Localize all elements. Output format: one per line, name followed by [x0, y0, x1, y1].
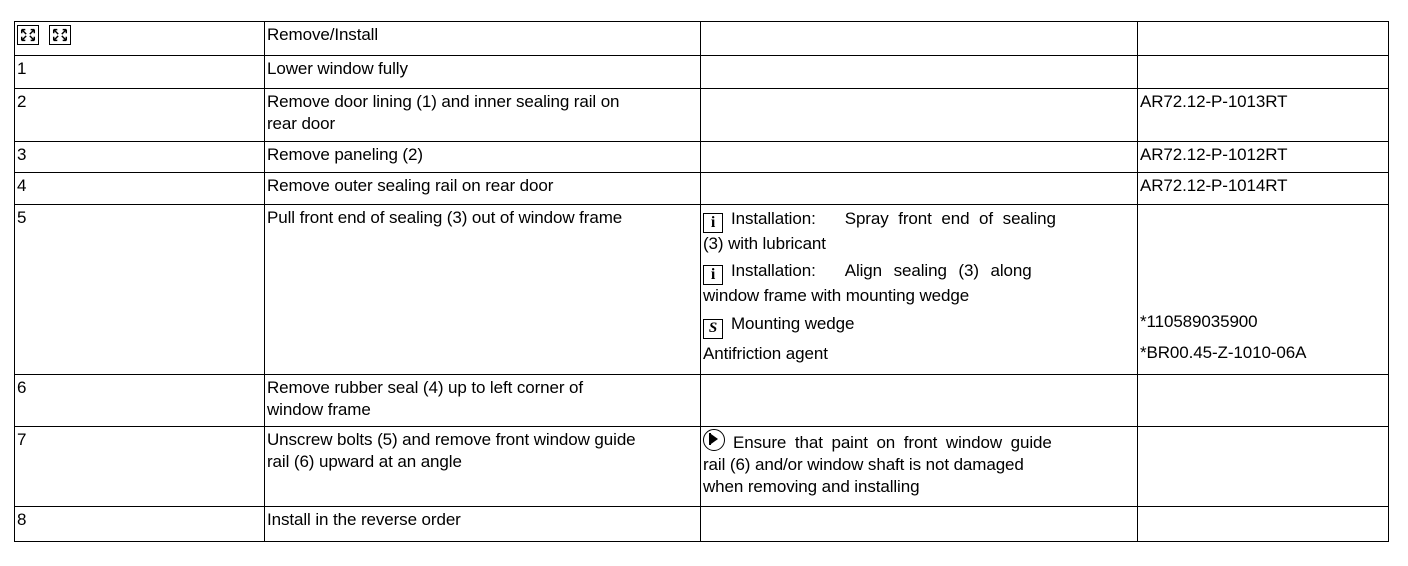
step-text: Remove outer sealing rail on rear door [265, 173, 701, 205]
caution-icon [703, 429, 725, 451]
step-ref-link[interactable]: AR72.12-P-1013RT [1138, 89, 1389, 142]
step-notes [701, 427, 1138, 507]
step-text: Remove paneling (2) [265, 142, 701, 173]
step-text: Remove rubber seal (4) up to left corner of window frame [265, 375, 701, 427]
step-ref [1138, 427, 1389, 507]
step-number: 8 [15, 507, 265, 542]
table-row [15, 427, 1389, 507]
step-ref-link[interactable]: AR72.12-P-1014RT [1138, 173, 1389, 205]
step-ref [1138, 507, 1389, 542]
special-tool-icon: S [703, 319, 723, 339]
step-refs [1138, 205, 1389, 375]
step-number: 4 [15, 173, 265, 205]
step-number: 3 [15, 142, 265, 173]
table-header-row [15, 22, 1389, 56]
header-icons-cell [15, 22, 265, 56]
step-number: 6 [15, 375, 265, 427]
material-note: Antifriction agent [703, 344, 828, 363]
expand-icon[interactable] [49, 25, 71, 45]
tool-part-number[interactable]: *110589035900 [1140, 312, 1258, 331]
step-text: Unscrew bolts (5) and remove front window guide rail (6) upward at an angle [265, 427, 701, 507]
info-icon: i [703, 265, 723, 285]
step-ref-link[interactable]: AR72.12-P-1012RT [1138, 142, 1389, 173]
step-number: 7 [15, 427, 265, 507]
installation-note: i Installation: Spray front end of sealing (3) with lubricant [703, 209, 1056, 253]
table-row [15, 56, 1389, 89]
tool-note: S Mounting wedge [703, 313, 1101, 339]
step-number: 5 [15, 205, 265, 375]
info-icon: i [703, 213, 723, 233]
step-ref [1138, 56, 1389, 89]
table-row [15, 89, 1389, 142]
step-number: 2 [15, 89, 265, 142]
step-notes [701, 205, 1138, 375]
step-text: Pull front end of sealing (3) out of window frame [265, 205, 701, 375]
step-ref [1138, 375, 1389, 427]
procedure-table [14, 21, 1389, 542]
step-text: Install in the reverse order [265, 507, 701, 542]
table-row [15, 507, 1389, 542]
table-row [15, 375, 1389, 427]
header-title: Remove/Install [265, 22, 701, 56]
table-row [15, 173, 1389, 205]
caution-note: Ensure that paint on front window guide rail (6) and/or window shaft is not damaged when removing and installing [703, 429, 1101, 498]
material-part-number[interactable]: *BR00.45-Z-1010-06A [1140, 343, 1307, 362]
expand-icon[interactable] [17, 25, 39, 45]
table-row [15, 205, 1389, 375]
table-row [15, 142, 1389, 173]
step-text: Lower window fully [265, 56, 701, 89]
step-text: Remove door lining (1) and inner sealing rail on rear door [265, 89, 701, 142]
step-number: 1 [15, 56, 265, 89]
installation-note: i Installation: Align sealing (3) along window frame with mounting wedge [703, 261, 1032, 305]
